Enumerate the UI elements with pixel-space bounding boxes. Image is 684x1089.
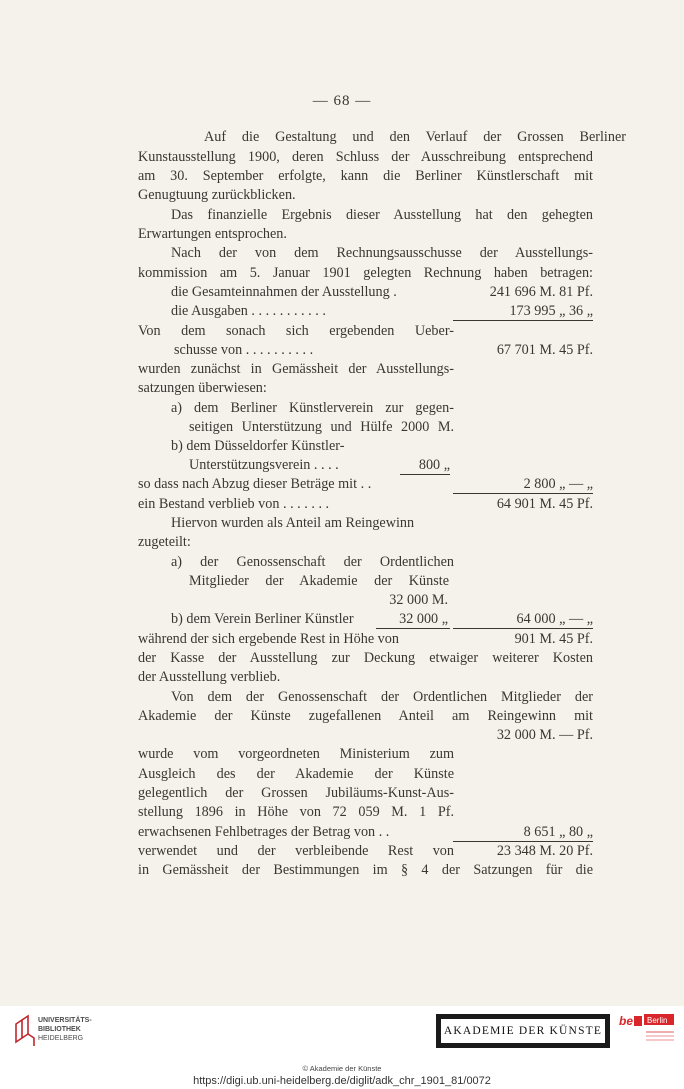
- text-line: zugeteilt:: [138, 534, 191, 550]
- text-line: der Kasse der Ausstellung zur Deckung etwaiger weiterer Kosten: [138, 650, 593, 666]
- amount: 800 „: [418, 457, 450, 473]
- berlin-logo-icon[interactable]: [616, 1012, 676, 1046]
- sum-rule: [453, 628, 593, 629]
- permalink-url[interactable]: https://digi.ub.uni-heidelberg.de/diglit/adk_chr_1901_81/0072: [193, 1075, 491, 1087]
- copyright-notice: © Akademie der Künste: [302, 1064, 382, 1073]
- amount: 23 348 M. 20 Pf.: [496, 843, 593, 859]
- text-line: erwachsenen Fehlbetrages der Betrag von . .: [138, 824, 390, 840]
- amount: 2 800 „ — „: [523, 476, 593, 492]
- sum-rule: [453, 493, 593, 494]
- amount: 8 651 „ 80 „: [523, 824, 593, 840]
- amount: 32 000 „: [399, 611, 448, 627]
- amount: 64 901 M. 45 Pf.: [496, 496, 593, 512]
- page-number: — 68 —: [312, 93, 372, 109]
- text-line: Kunstausstellung 1900, deren Schluss der Ausschreibung entsprechend: [138, 149, 593, 165]
- amount: 241 696 M. 81 Pf.: [489, 284, 593, 300]
- akademie-logo-label: AKADEMIE DER KÜNSTE: [440, 1018, 606, 1044]
- text-line: wurde vom vorgeordneten Ministerium zum: [138, 746, 454, 762]
- text-line: schusse von . . . . . . . . . .: [174, 342, 314, 358]
- text-line: Genugtuung zurückblicken.: [138, 187, 296, 203]
- text-line: stellung 1896 in Höhe von 72 059 M. 1 Pf.: [138, 804, 454, 820]
- text-line: verwendet und der verbleibende Rest von: [138, 843, 454, 859]
- text-line: Von dem der Genossenschaft der Ordentlichen Mitglieder der: [171, 689, 593, 705]
- university-library-name: UNIVERSITÄTS- BIBLIOTHEK HEIDELBERG: [38, 1017, 92, 1042]
- text-line: Auf die Gestaltung und den Verlauf der Grossen Berliner: [204, 129, 626, 145]
- text-line: 32 000 M.: [389, 592, 448, 608]
- text-line: Akademie der Künste zugefallenen Anteil am Reingewinn mit: [138, 708, 593, 724]
- text-line: in Gemässheit der Bestimmungen im § 4 der Satzungen für die: [138, 862, 593, 878]
- text-line: Hiervon wurden als Anteil am Reingewinn: [171, 515, 415, 531]
- text-line: wurden zunächst in Gemässheit der Ausstellungs-: [138, 361, 454, 377]
- text-line: b) dem Düsseldorfer Künstler-: [171, 438, 345, 454]
- amount: 901 M. 45 Pf.: [514, 631, 593, 647]
- amount: 32 000 M. — Pf.: [496, 727, 593, 743]
- text-line: a) der Genossenschaft der Ordentlichen: [171, 554, 454, 570]
- text-line: seitigen Unterstützung und Hülfe 2000 M.: [189, 419, 454, 435]
- text-line: am 30. September erfolgte, kann die Berliner Künstlerschaft mit: [138, 168, 593, 184]
- amount: 67 701 M. 45 Pf.: [496, 342, 593, 358]
- text-line: satzungen überwiesen:: [138, 380, 267, 396]
- text-line: Ausgleich des der Akademie der Künste: [138, 766, 454, 782]
- amount: 173 995 „ 36 „: [509, 303, 593, 319]
- akademie-logo[interactable]: [436, 1014, 610, 1048]
- text-line: so dass nach Abzug dieser Beträge mit . .: [138, 476, 372, 492]
- text-line: Unterstützungsverein . . . .: [189, 457, 339, 473]
- sum-rule: [453, 320, 593, 321]
- text-line: a) dem Berliner Künstlerverein zur gegen-: [171, 400, 454, 416]
- text-line: die Gesamteinnahmen der Ausstellung .: [171, 284, 397, 300]
- text-line: Mitglieder der Akademie der Künste: [189, 573, 449, 589]
- svg-text:be: be: [619, 1014, 634, 1028]
- text-line: Nach der von dem Rechnungsausschusse der Ausstellungs-: [171, 245, 593, 261]
- text-line: b) dem Verein Berliner Künstler: [171, 611, 354, 627]
- text-line: Erwartungen entsprochen.: [138, 226, 287, 242]
- sum-rule: [376, 628, 450, 629]
- svg-text:Berlin: Berlin: [647, 1016, 668, 1025]
- amount: 64 000 „ — „: [516, 611, 593, 627]
- text-line: während der sich ergebende Rest in Höhe von: [138, 631, 399, 647]
- text-line: Das finanzielle Ergebnis dieser Ausstellung hat den gehegten: [171, 207, 593, 223]
- text-line: ein Bestand verblieb von . . . . . . .: [138, 496, 330, 512]
- text-line: die Ausgaben . . . . . . . . . . .: [171, 303, 326, 319]
- text-line: Von dem sonach sich ergebenden Ueber-: [138, 323, 454, 339]
- text-line: gelegentlich der Grossen Jubiläums-Kunst-Aus-: [138, 785, 454, 801]
- text-line: der Ausstellung verblieb.: [138, 669, 281, 685]
- text-line: kommission am 5. Januar 1901 gelegten Rechnung haben betragen:: [138, 265, 593, 281]
